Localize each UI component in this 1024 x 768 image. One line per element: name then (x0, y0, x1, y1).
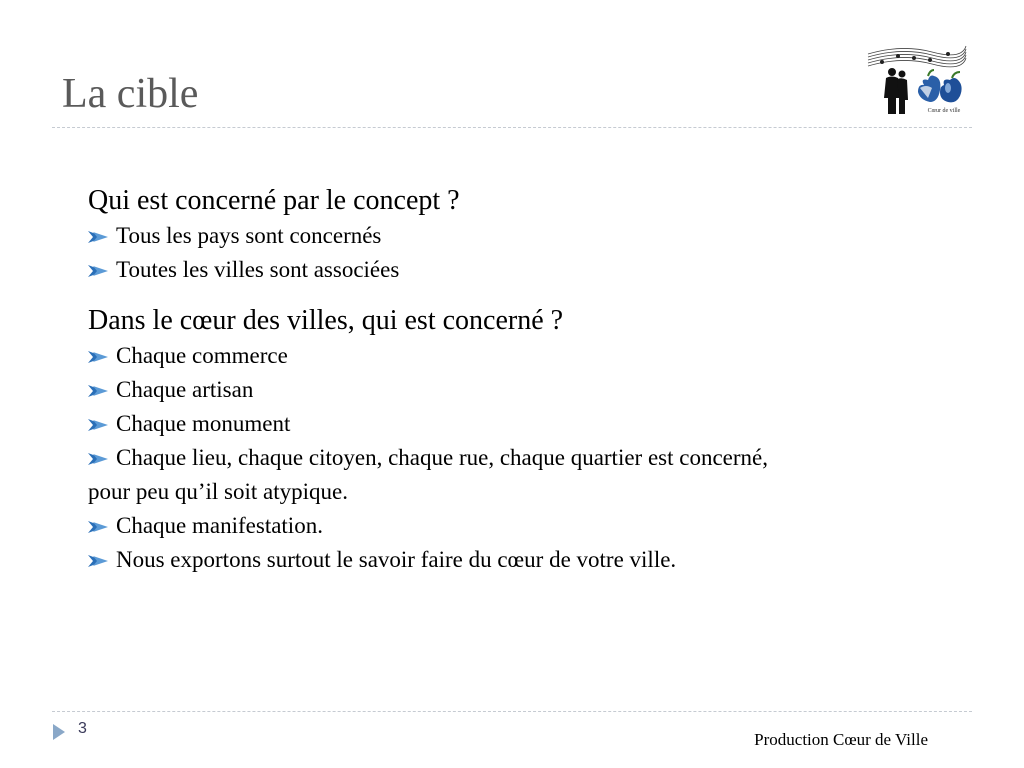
chevron-arrow-icon (88, 350, 110, 364)
list-item-text: Tous les pays sont concernés (116, 223, 382, 248)
chevron-arrow-icon (88, 452, 110, 466)
list-item (88, 253, 958, 287)
section-heading: Qui est concerné par le concept ? (88, 185, 460, 216)
list-item (88, 543, 958, 577)
chevron-arrow-icon (88, 264, 110, 278)
chevron-arrow-icon (88, 554, 110, 568)
list-item-text: Chaque lieu, chaque citoyen, chaque rue, chaque quartier est concerné, (116, 445, 768, 470)
list-item (88, 339, 958, 373)
list-item (88, 407, 958, 441)
list-item (88, 219, 958, 253)
list-item (88, 373, 958, 407)
triangle-right-icon (52, 723, 66, 741)
list-item (88, 509, 958, 543)
list-item-text: Chaque monument (116, 411, 291, 436)
coeur-de-ville-logo (862, 40, 972, 118)
list-item (88, 441, 958, 475)
list-item-text: Toutes les villes sont associées (116, 257, 400, 282)
chevron-arrow-icon (88, 520, 110, 534)
slide-title: La cible (62, 71, 199, 117)
footer-text: Production Cœur de Ville (754, 730, 928, 749)
chevron-arrow-icon (88, 230, 110, 244)
list-item-continuation: pour peu qu’il soit atypique. (88, 479, 348, 504)
title-divider (52, 127, 972, 128)
slide-body (88, 183, 958, 577)
section-heading: Dans le cœur des villes, qui est concerné ? (88, 305, 564, 336)
chevron-arrow-icon (88, 384, 110, 398)
list-item-text: Chaque commerce (116, 343, 288, 368)
page-number: 3 (78, 720, 87, 737)
list-item-text: Chaque artisan (116, 377, 254, 402)
list-item-text: Chaque manifestation. (116, 513, 323, 538)
footer-divider (52, 711, 972, 712)
chevron-arrow-icon (88, 418, 110, 432)
logo-caption: Cœur de ville (927, 108, 961, 114)
list-item-text: Nous exportons surtout le savoir faire du cœur de votre ville. (116, 547, 677, 572)
